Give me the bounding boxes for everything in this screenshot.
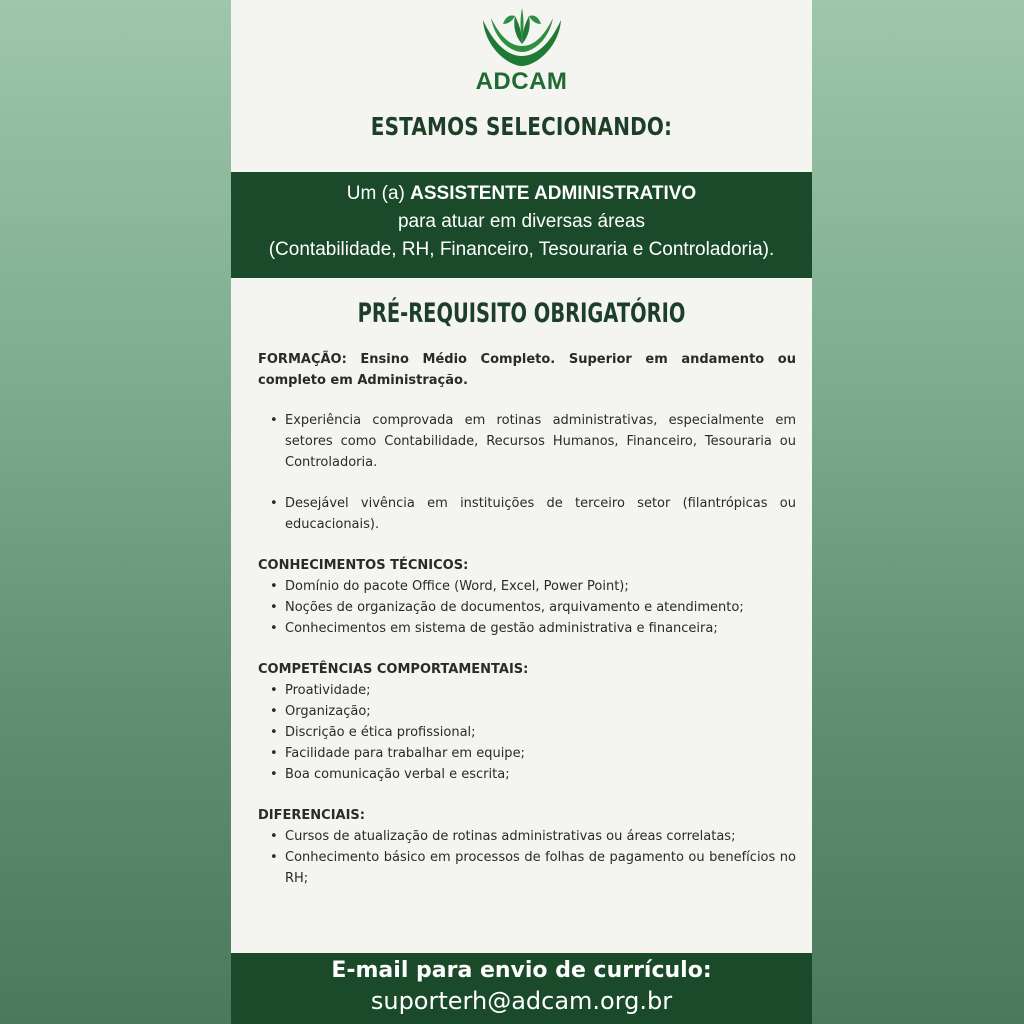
list-item: • Discrição e ética profissional; xyxy=(258,722,796,743)
diferenciais-list xyxy=(258,826,796,889)
list-item: • Noções de organização de documentos, arquivamento e atendimento; xyxy=(258,597,796,618)
list-item: • Desejável vivência em instituições de terceiro setor (filantrópicas ou educacionais). xyxy=(258,493,796,535)
conhecimentos-list xyxy=(258,576,796,639)
list-item: • Facilidade para trabalhar em equipe; xyxy=(258,743,796,764)
list-item: • Boa comunicação verbal e escrita; xyxy=(258,764,796,785)
role-banner xyxy=(231,172,812,278)
banner-line-3: (Contabilidade, RH, Financeiro, Tesouraria e Controladoria). xyxy=(268,239,775,260)
requirements-body xyxy=(258,349,796,889)
logo xyxy=(231,6,812,94)
role-title: ASSISTENTE ADMINISTRATIVO xyxy=(410,183,697,204)
competencias-heading: COMPETÊNCIAS COMPORTAMENTAIS: xyxy=(258,662,529,677)
list-item: • Conhecimentos em sistema de gestão administrativa e financeira; xyxy=(258,618,796,639)
list-item: • Experiência comprovada em rotinas administrativas, especialmente em setores como Contabilidade, Recursos Humanos, Financeiro, Tesouraria ou Controladoria. xyxy=(258,410,796,473)
banner-line-2: para atuar em diversas áreas xyxy=(397,211,646,232)
requirements-list-2 xyxy=(258,493,796,535)
contact-footer xyxy=(231,953,812,1024)
banner-prefix: Um (a) xyxy=(346,183,411,204)
headline: ESTAMOS SELECIONANDO: xyxy=(370,112,673,141)
conhecimentos-heading: CONHECIMENTOS TÉCNICOS: xyxy=(258,558,469,573)
list-item: • Proatividade; xyxy=(258,680,796,701)
list-item: • Cursos de atualização de rotinas administrativas ou áreas correlatas; xyxy=(258,826,796,847)
email-label: E-mail para envio de currículo: xyxy=(331,958,712,983)
list-item: • Organização; xyxy=(258,701,796,722)
email-link[interactable]: suporterh@adcam.org.br xyxy=(370,987,673,1015)
job-poster xyxy=(231,0,812,1024)
diferenciais-heading: DIFERENCIAIS: xyxy=(258,808,365,823)
leaf-plant-logo-icon xyxy=(479,6,565,68)
list-item: • Conhecimento básico em processos de folhas de pagamento ou benefícios no RH; xyxy=(258,847,796,889)
competencias-list xyxy=(258,680,796,785)
section-title: PRÉ-REQUISITO OBRIGATÓRIO xyxy=(357,298,686,329)
list-item: • Domínio do pacote Office (Word, Excel, Power Point); xyxy=(258,576,796,597)
formacao-text: FORMAÇÃO: Ensino Médio Completo. Superior em andamento ou completo em Administração. xyxy=(258,352,796,388)
brand-name: ADCAM xyxy=(475,68,568,95)
banner-line-1 xyxy=(231,180,812,208)
requirements-list xyxy=(258,410,796,473)
